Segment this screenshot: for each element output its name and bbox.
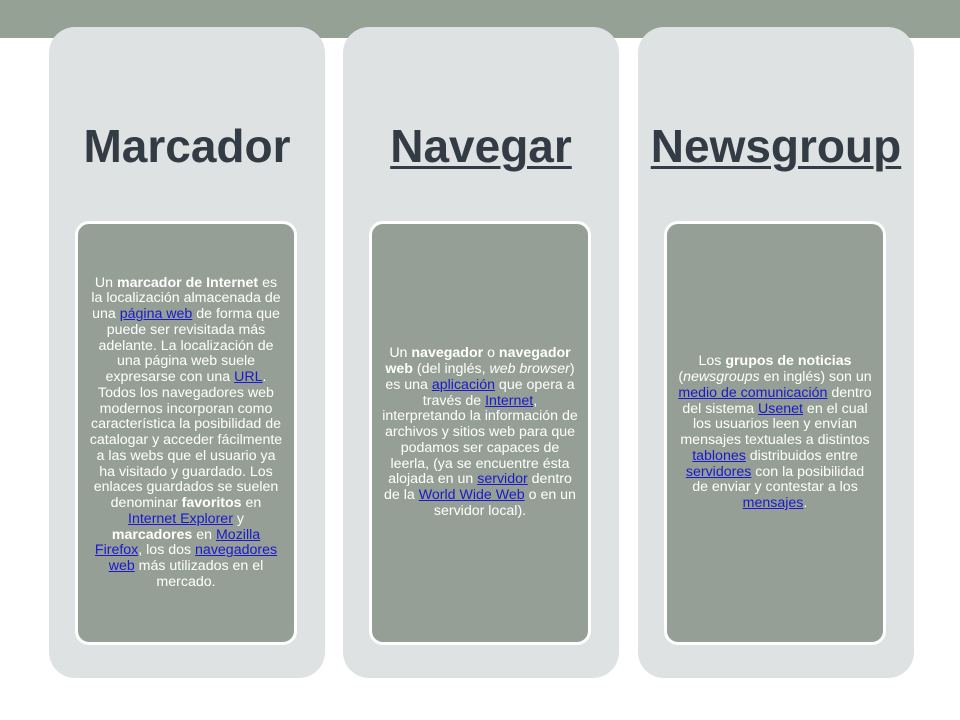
bold-term: navegador web (385, 345, 571, 378)
link-aplicacion[interactable]: aplicación (431, 376, 495, 393)
text-run: y (232, 510, 244, 527)
definition-card-navegar (369, 221, 591, 645)
definition-text-newsgroup (677, 354, 873, 512)
text-run: en inglés) son un (759, 369, 872, 385)
text-run: Los (698, 353, 726, 370)
bold-term: marcador de Internet (117, 274, 259, 291)
link-internet-explorer[interactable]: Internet Explorer (128, 510, 233, 527)
text-run: ) es una (385, 361, 575, 393)
link-usenet[interactable]: Usenet (758, 400, 803, 417)
column-title-navegar-link[interactable]: Navegar (390, 120, 572, 172)
definition-text-navegar (382, 346, 578, 519)
column-navegar (343, 27, 619, 678)
text-run: es la localización almacenada de una (91, 274, 281, 322)
text-run: en (192, 526, 216, 543)
text-run: . (803, 495, 808, 511)
text-run: más utilizados en el mercado. (134, 558, 264, 590)
italic-term: web browser (489, 361, 570, 378)
text-run: ( (678, 369, 684, 385)
link-world-wide-web[interactable]: World Wide Web (418, 487, 525, 504)
definition-card-newsgroup (664, 221, 886, 645)
text-run: distribuidos entre (745, 447, 858, 464)
text-run: con la posibilidad de enviar y contestar a los (692, 463, 865, 496)
link-tablones[interactable]: tablones (692, 447, 746, 464)
bold-term: grupos de noticias (725, 353, 852, 370)
column-marcador (49, 27, 325, 678)
text-run: Un (94, 274, 117, 291)
text-run: de forma que puede ser revisitada más adelante. La localización de una página web suele expresarse con una (98, 306, 280, 385)
text-run: Un (389, 345, 412, 362)
link-mensajes[interactable]: mensajes (742, 495, 804, 511)
text-run: o en un servidor local). (433, 487, 576, 519)
text-run: dentro de la (384, 471, 572, 504)
column-newsgroup (638, 27, 914, 678)
bold-term: marcadores (111, 526, 193, 543)
text-run: en (241, 495, 262, 511)
italic-term: newsgroups (683, 369, 760, 385)
text-run: , los dos (138, 542, 196, 559)
link-servidor[interactable]: servidor (477, 471, 528, 488)
link-medio-de-comunicacion[interactable]: medio de comunicación (678, 384, 828, 401)
text-run: , interpretando la información de archivos y sitios web para que podamos ser capaces de leerla, (ya se encuentre ésta alojada en un (382, 392, 578, 488)
link-internet[interactable]: Internet (485, 392, 534, 409)
definition-card-marcador (75, 221, 297, 645)
bold-term: navegador (411, 345, 484, 362)
text-run: (del inglés, (412, 361, 490, 378)
link-navegadores-web[interactable]: navegadores web (108, 542, 278, 574)
link-mozilla-firefox[interactable]: Mozilla Firefox (94, 526, 261, 559)
column-title-marcador: Marcador (83, 120, 291, 172)
bold-term: favoritos (181, 495, 242, 511)
link-url[interactable]: URL (234, 369, 263, 385)
column-title-newsgroup-link[interactable]: Newsgroup (650, 120, 902, 172)
link-servidores[interactable]: servidores (685, 463, 752, 480)
link-pagina-web[interactable]: página web (119, 306, 193, 322)
text-run: que opera a través de (422, 376, 575, 409)
text-run: . Todos los navegadores web modernos incorporan como característica la posibilidad de catalogar y acceder fácilmente a las webs que el usuario ya ha visitado y guardado. Los enlaces guardados se suelen denominar (89, 369, 283, 511)
definition-text-marcador (88, 276, 284, 591)
text-run: en el cual los usuarios leen y envían mensajes textuales a distintos (680, 400, 870, 448)
text-run: o (483, 345, 499, 362)
text-run: dentro del sistema (682, 384, 872, 417)
